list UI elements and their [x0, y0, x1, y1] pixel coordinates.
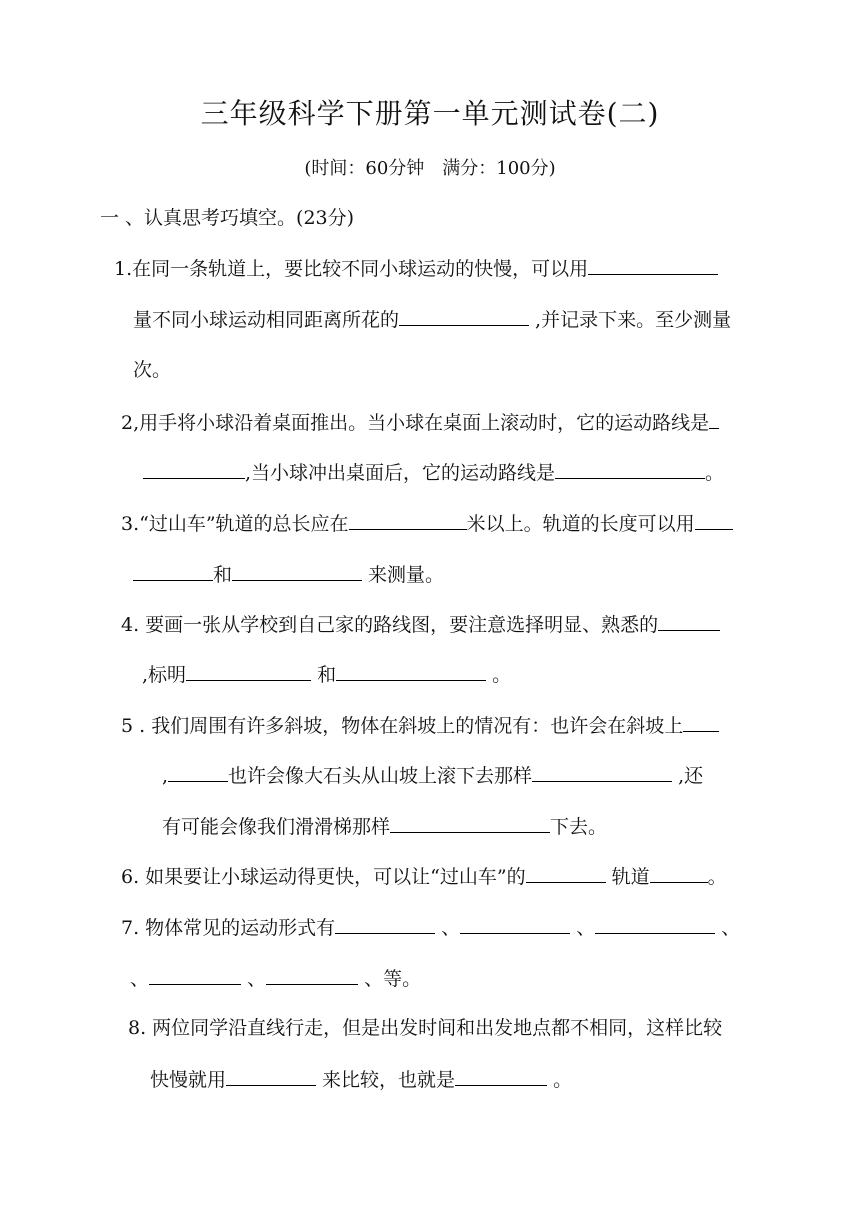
- question-4-line-1: 4. 要画一张从学校到自己家的路线图，要注意选择明显、熟悉的: [121, 612, 720, 637]
- blank[interactable]: [336, 662, 486, 681]
- blank[interactable]: [186, 662, 311, 681]
- blank[interactable]: [226, 1067, 316, 1086]
- blank[interactable]: [588, 256, 718, 275]
- question-2-line-1: 2,用手将小球沿着桌面推出。当小球在桌面上滚动时，它的运动路线是: [121, 410, 719, 435]
- section-heading: 一 、认真思考巧填空。(23分): [100, 207, 355, 229]
- blank[interactable]: [532, 763, 672, 782]
- blank[interactable]: [595, 915, 715, 934]
- question-7-line-2: 、 、 、等。: [130, 968, 422, 990]
- blank[interactable]: [555, 460, 705, 479]
- blank[interactable]: [460, 915, 570, 934]
- page-subtitle: (时间：60分钟 满分：100分): [304, 158, 556, 179]
- blank[interactable]: [168, 763, 228, 782]
- blank[interactable]: [683, 713, 719, 732]
- blank[interactable]: [143, 460, 245, 479]
- question-7-line-1: 7. 物体常见的运动形式有 、 、 、: [121, 917, 741, 939]
- blank[interactable]: [390, 814, 550, 833]
- blank[interactable]: [133, 562, 213, 581]
- blank[interactable]: [695, 511, 733, 530]
- question-1-line-1: 1.在同一条轨道上，要比较不同小球运动的快慢，可以用: [114, 256, 718, 281]
- blank[interactable]: [658, 612, 720, 631]
- blank[interactable]: [650, 864, 708, 883]
- blank[interactable]: [399, 307, 529, 326]
- question-8-line-1: 8. 两位同学沿直线行走，但是出发时间和出发地点都不相同，这样比较: [128, 1017, 723, 1039]
- blank[interactable]: [349, 511, 467, 530]
- question-3-line-1: 3.“过山车”轨道的总长应在 米以上。轨道的长度可以用: [121, 511, 733, 536]
- question-4-line-2: ,标明 和 。: [142, 664, 512, 686]
- question-6-line-1: 6. 如果要让小球运动得更快，可以让“过山车”的 轨道 。: [121, 866, 727, 888]
- question-2-line-2: ,当小球冲出桌面后，它的运动路线是 。: [143, 460, 724, 485]
- blank[interactable]: [232, 562, 362, 581]
- question-8-line-2: 快慢就用 来比较，也就是 。: [150, 1069, 573, 1091]
- question-3-line-2: 和 来测量。: [133, 562, 444, 587]
- blank[interactable]: [455, 1067, 547, 1086]
- blank[interactable]: [266, 966, 358, 985]
- blank[interactable]: [149, 966, 241, 985]
- blank[interactable]: [709, 410, 719, 429]
- blank[interactable]: [335, 915, 435, 934]
- question-5-line-3: 有可能会像我们滑滑梯那样 下去。: [162, 816, 608, 838]
- question-5-line-1: 5 . 我们周围有许多斜坡，物体在斜坡上的情况有：也许会在斜坡上: [121, 713, 719, 738]
- question-5-line-2: , 也许会像大石头从山坡上滚下去那样 ,还: [162, 765, 704, 787]
- page-title: 三年级科学下册第一单元测试卷(二): [200, 97, 660, 130]
- question-1-line-2: 量不同小球运动相同距离所花的 ,并记录下来。至少测量: [133, 309, 732, 331]
- question-1-line-3: 次。: [133, 359, 172, 381]
- blank[interactable]: [526, 864, 606, 883]
